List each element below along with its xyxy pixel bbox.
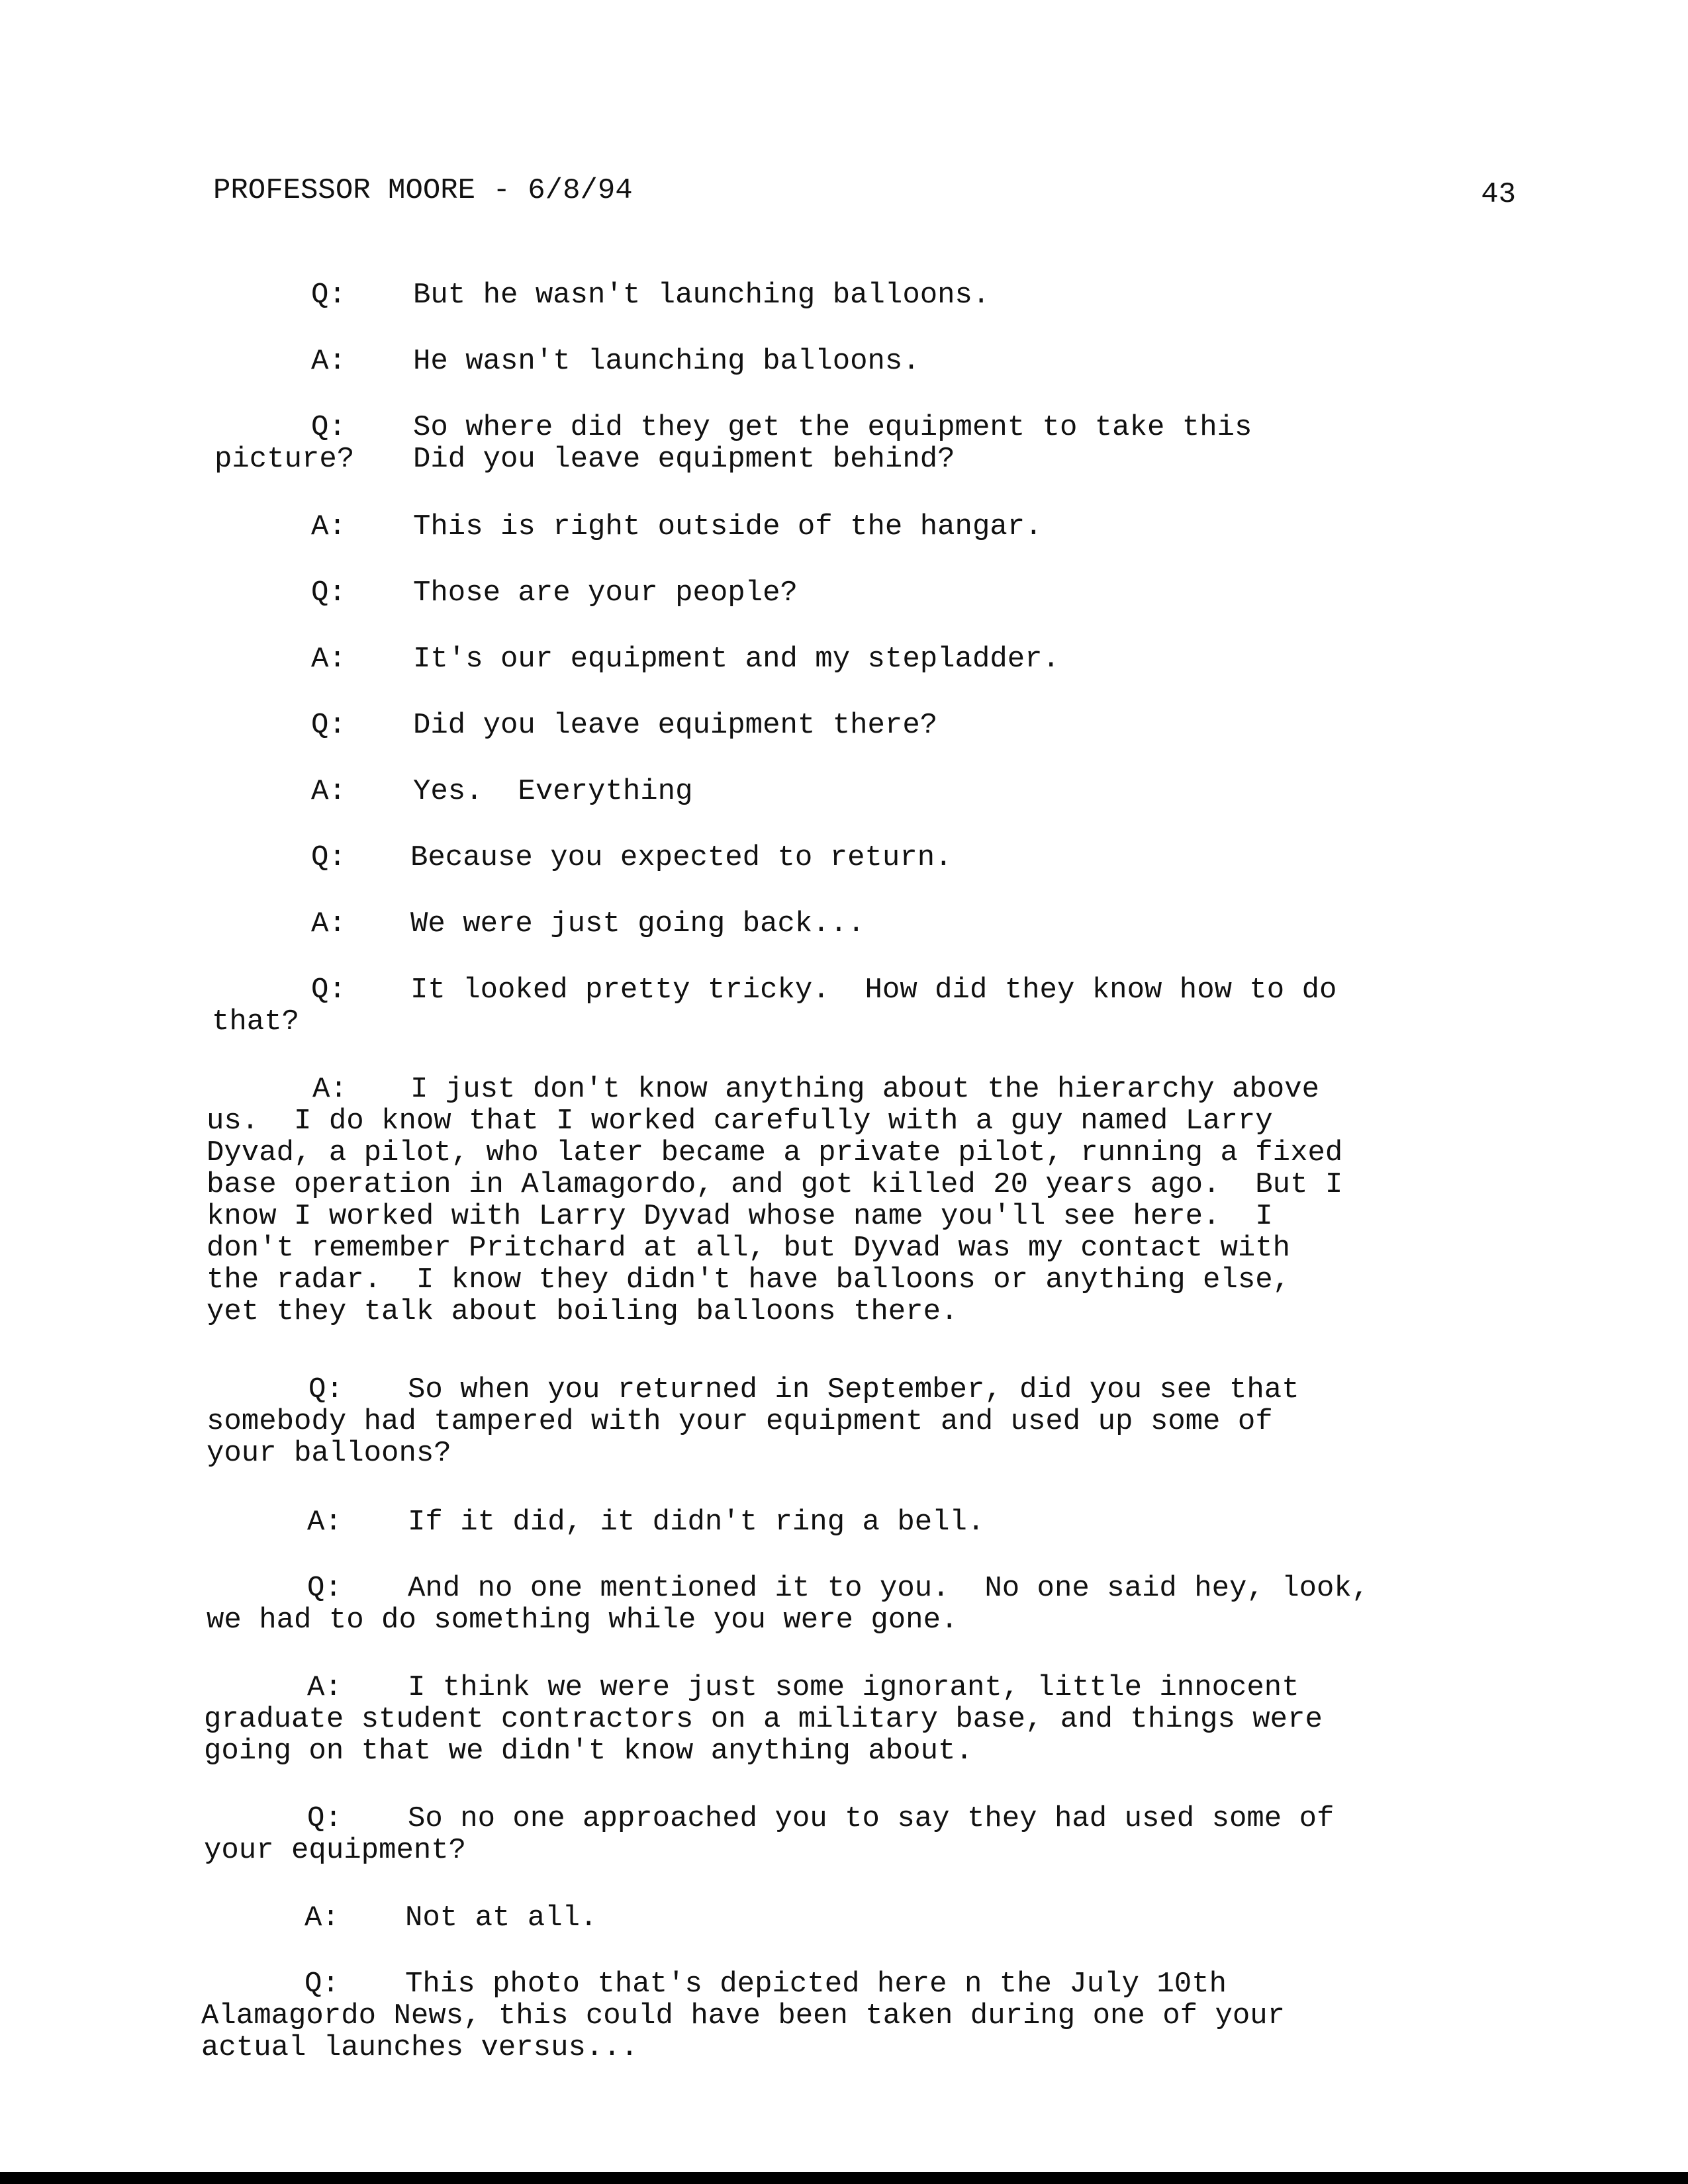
speaker-label: A: (307, 1506, 342, 1539)
qa-entry (207, 1572, 1530, 1636)
qa-entry (207, 643, 1530, 675)
entry-text: And no one mentioned it to you. No one said hey, look, (408, 1572, 1370, 1605)
scan-bottom-edge (0, 2172, 1688, 2184)
speaker-label: Q: (307, 1802, 342, 1835)
entry-text: This is right outside of the hangar. (413, 510, 1043, 543)
entry-text-continued: your balloons? (207, 1437, 451, 1470)
speaker-label: A: (311, 643, 346, 676)
qa-entry (207, 842, 1530, 874)
qa-entry (207, 279, 1530, 311)
qa-entry (207, 1073, 1530, 1328)
speaker-label: Q: (308, 1373, 344, 1406)
qa-entry (207, 577, 1530, 609)
entry-text-continued: Alamagordo News, this could have been taken during one of your (201, 1999, 1286, 2032)
qa-entry (207, 709, 1530, 741)
speaker-label: Q: (305, 1968, 340, 2001)
entry-text-continued: yet they talk about boiling balloons there. (207, 1295, 959, 1328)
entry-text: It looked pretty tricky. How did they know how to do (410, 974, 1337, 1007)
qa-entry (207, 776, 1530, 807)
qa-entry (207, 1506, 1530, 1538)
qa-entry (207, 345, 1530, 377)
speaker-label: A: (311, 510, 346, 543)
entry-text-continued: Did you leave equipment behind? (413, 443, 955, 476)
speaker-label: A: (311, 775, 346, 808)
entry-text-continued: we had to do something while you were gone. (207, 1604, 959, 1637)
entry-text-continued: Dyvad, a pilot, who later became a private pilot, running a fixed (207, 1136, 1343, 1169)
page-number: 43 (1481, 178, 1516, 211)
qa-entry (207, 974, 1530, 1038)
entry-text: So where did they get the equipment to take this (413, 411, 1252, 444)
entry-text: Because you expected to return. (410, 841, 953, 874)
entry-text: It's our equipment and my stepladder. (413, 643, 1060, 676)
entry-text-continued: don't remember Pritchard at all, but Dyvad was my contact with (207, 1232, 1291, 1265)
entry-text-continued: us. I do know that I worked carefully with a guy named Larry (207, 1105, 1273, 1138)
entry-text-continued: going on that we didn't know anything about. (204, 1735, 973, 1768)
speaker-label: Q: (311, 279, 346, 312)
entry-text-continued: actual launches versus... (201, 2031, 639, 2064)
qa-entry (207, 1374, 1530, 1469)
qa-entry (207, 511, 1530, 543)
entry-text-continued: your equipment? (204, 1834, 467, 1867)
qa-entry (207, 1902, 1530, 1934)
entry-text: So when you returned in September, did you see that (408, 1373, 1299, 1406)
header-title: PROFESSOR MOORE - 6/8/94 (213, 174, 633, 207)
speaker-label: Q: (311, 709, 346, 742)
speaker-label: Q: (311, 974, 346, 1007)
qa-entry (201, 1968, 1530, 2064)
entry-text: He wasn't launching balloons. (413, 345, 920, 378)
entry-text: I think we were just some ignorant, little innocent (408, 1671, 1299, 1704)
entry-text: So no one approached you to say they had used some of (408, 1802, 1335, 1835)
entry-text-continued: base operation in Alamagordo, and got killed 20 years ago. But I (207, 1168, 1343, 1201)
entry-text: Those are your people? (413, 576, 798, 610)
qa-entry (207, 412, 1530, 475)
speaker-label: Q: (311, 576, 346, 610)
speaker-label: A: (305, 1901, 340, 1934)
entry-text: Did you leave equipment there? (413, 709, 938, 742)
speaker-label: A: (311, 907, 346, 940)
speaker-label: Q: (307, 1572, 342, 1605)
entry-text: Yes. Everything (413, 775, 693, 808)
entry-text: But he wasn't launching balloons. (413, 279, 990, 312)
entry-text-continued: know I worked with Larry Dyvad whose name you'll see here. I (207, 1200, 1273, 1233)
hanging-label: picture? (214, 443, 355, 476)
entry-text-continued: the radar. I know they didn't have balloons or anything else, (207, 1263, 1291, 1297)
speaker-label: Q: (311, 841, 346, 874)
entry-text: If it did, it didn't ring a bell. (408, 1506, 985, 1539)
entry-text: We were just going back... (410, 907, 865, 940)
entry-text: I just don't know anything about the hierarchy above (410, 1073, 1320, 1106)
entry-text-continued: somebody had tampered with your equipment and used up some of (207, 1405, 1273, 1438)
qa-entry (204, 1671, 1530, 1768)
entry-text-continued: that? (212, 1005, 300, 1038)
speaker-label: A: (311, 345, 346, 378)
entry-text: This photo that's depicted here n the July 10th (405, 1968, 1227, 2001)
qa-entry (207, 908, 1530, 940)
speaker-label: Q: (311, 411, 346, 444)
speaker-label: A: (307, 1671, 342, 1704)
entry-text: Not at all. (405, 1901, 598, 1934)
qa-entry (204, 1802, 1530, 1867)
entry-text-continued: graduate student contractors on a military base, and things were (204, 1703, 1323, 1736)
speaker-label: A: (312, 1073, 348, 1106)
